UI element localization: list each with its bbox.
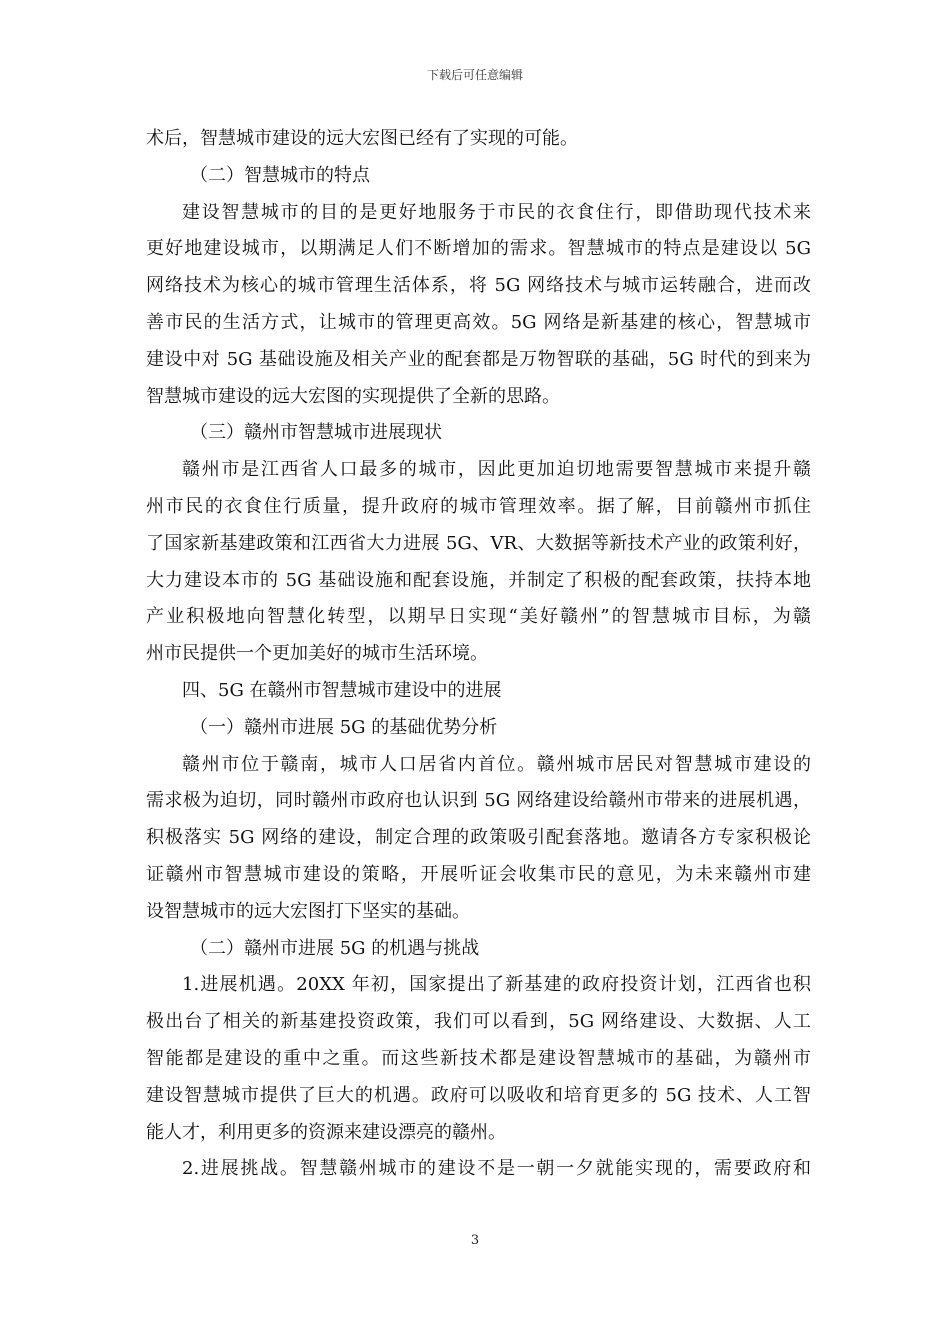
section-heading: （一）赣州市进展 5G 的基础优势分析 [190, 716, 498, 738]
section-heading: （二）赣州市进展 5G 的机遇与挑战 [190, 937, 480, 959]
text-line: 能人才，利用更多的资源来建设漂亮的赣州。 [146, 1121, 506, 1143]
text-line: 网络技术为核心的城市管理生活体系，将 5G 网络技术与城市运转融合，进而改 [146, 275, 811, 297]
text-line: 2.进展挑战。智慧赣州城市的建设不是一朝一夕就能实现的，需要政府和 [182, 1158, 811, 1180]
document-body [146, 121, 811, 1188]
chapter-heading: 四、5G 在赣州市智慧城市建设中的进展 [182, 679, 502, 701]
text-line: 1.进展机遇。20XX 年初，国家提出了新基建的政府投资计划，江西省也积 [182, 974, 811, 996]
text-line: 州市民提供一个更加美好的城市生活环境。 [146, 643, 488, 665]
text-line: 建设智慧城市提供了巨大的机遇。政府可以吸收和培育更多的 5G 技术、人工智 [146, 1084, 811, 1106]
text-line: 州市民的衣食住行质量，提升政府的城市管理效率。据了解，目前赣州市抓住 [146, 495, 811, 517]
section-heading: （三）赣州市智慧城市进展现状 [190, 422, 442, 444]
text-line: 智能都是建设的重中之重。而这些新技术都是建设智慧城市的基础，为赣州市 [146, 1047, 811, 1069]
text-line: 积极落实 5G 网络的建设，制定合理的政策吸引配套落地。邀请各方专家积极论 [146, 827, 811, 849]
text-line: 术后，智慧城市建设的远大宏图已经有了实现的可能。 [146, 128, 578, 149]
text-line: 善市民的生活方式，让城市的管理更高效。5G 网络是新基建的核心，智慧城市 [146, 311, 811, 333]
text-line: 赣州市位于赣南，城市人口居省内首位。赣州城市居民对智慧城市建设的 [182, 753, 811, 775]
text-line: 更好地建设城市，以期满足人们不断增加的需求。智慧城市的特点是建设以 5G [146, 238, 811, 260]
text-line: 设智慧城市的远大宏图打下坚实的基础。 [146, 900, 470, 922]
page-header: 下载后可任意编辑 [426, 68, 523, 82]
page-number: 3 [470, 1233, 480, 1248]
text-line: 大力建设本市的 5G 基础设施和配套设施，并制定了积极的配套政策，扶持本地 [146, 569, 811, 591]
text-line: 需求极为迫切，同时赣州市政府也认识到 5G 网络建设给赣州市带来的进展机遇， [146, 790, 811, 812]
text-line: 产业积极地向智慧化转型，以期早日实现“美好赣州”的智慧城市目标，为赣 [146, 606, 811, 628]
text-line: 赣州市是江西省人口最多的城市，因此更加迫切地需要智慧城市来提升赣 [182, 459, 811, 481]
text-line: 证赣州市智慧城市建设的策略，开展听证会收集市民的意见，为未来赣州市建 [146, 863, 811, 885]
text-line: 了国家新基建政策和江西省大力进展 5G、VR、大数据等新技术产业的政策利好， [146, 532, 811, 554]
text-line: 极出台了相关的新基建投资政策，我们可以看到，5G 网络建设、大数据、人工 [146, 1011, 811, 1033]
text-line: 建设智慧城市的目的是更好地服务于市民的衣食住行，即借助现代技术来 [182, 201, 811, 223]
section-heading: （二）智慧城市的特点 [190, 164, 370, 186]
text-line: 建设中对 5G 基础设施及相关产业的配套都是万物智联的基础，5G 时代的到来为 [146, 348, 811, 370]
text-line: 智慧城市建设的远大宏图的实现提供了全新的思路。 [146, 385, 560, 407]
